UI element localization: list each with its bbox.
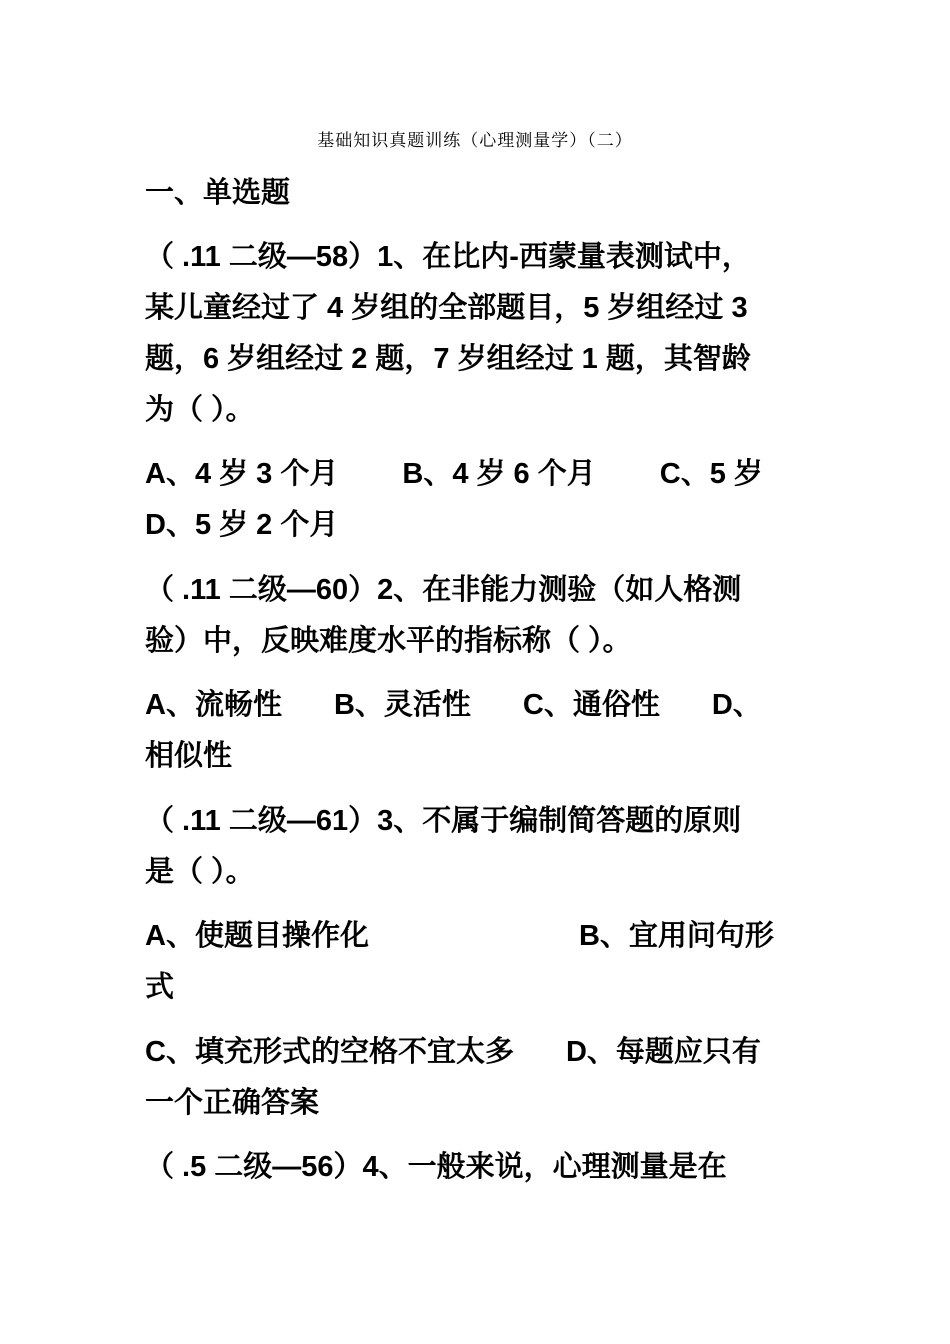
question-3-option-b-cont: 式 [145,971,175,1003]
question-3-option-c: C、填充形式的空格不宜太多 [145,1036,514,1068]
question-1-line-2: 某儿童经过了 4 岁组的全部题目，5 岁组经过 3 [145,292,748,324]
question-3-option-d-cont: 一个正确答案 [145,1087,320,1119]
question-4 [145,1142,815,1193]
question-3 [145,796,815,898]
question-2-line-1: （ .11 二级—60）2、在非能力测验（如人格测 [145,574,742,606]
question-3-option-b: B、宜用问句形 [578,920,774,952]
question-2 [145,565,815,667]
question-1 [145,232,815,436]
question-2-option-a: A、流畅性 [145,689,282,721]
question-1-option-a: A、4 岁 3 个月 [145,458,339,490]
question-3-option-a: A、使题目操作化 [145,920,369,952]
question-3-options-cd [145,1027,815,1129]
question-2-option-b: B、灵活性 [333,689,471,721]
question-2-option-c: C、通俗性 [522,689,660,721]
question-1-option-c: C、5 岁 [659,458,763,490]
question-4-line-1: （ .5 二级—56）4、一般来说，心理测量是在 [145,1151,727,1183]
question-1-options [145,449,815,551]
question-2-options [145,680,815,782]
question-1-line-4: 为（ ）。 [145,394,255,426]
question-3-line-2: 是（ ）。 [145,856,255,888]
document-title: 基础知识真题训练（心理测量学）（二） [317,131,633,151]
question-2-option-d: D、 [711,689,762,721]
question-1-option-d: D、5 岁 2 个月 [145,509,339,541]
question-2-option-d-text: 相似性 [145,740,233,772]
question-1-option-b: B、4 岁 6 个月 [402,458,596,490]
question-1-line-3: 题，6 岁组经过 2 题，7 岁组经过 1 题，其智龄 [145,343,751,375]
question-3-line-1: （ .11 二级—61）3、不属于编制简答题的原则 [145,805,742,837]
question-1-line-1: （ .11 二级—58）1、在比内-西蒙量表测试中， [145,241,751,273]
question-2-line-2: 验）中，反映难度水平的指标称（ ）。 [145,625,632,657]
section-heading: 一、单选题 [145,177,291,209]
question-3-option-d: D、每题应只有 [565,1036,761,1068]
question-3-options-ab [145,911,815,1013]
